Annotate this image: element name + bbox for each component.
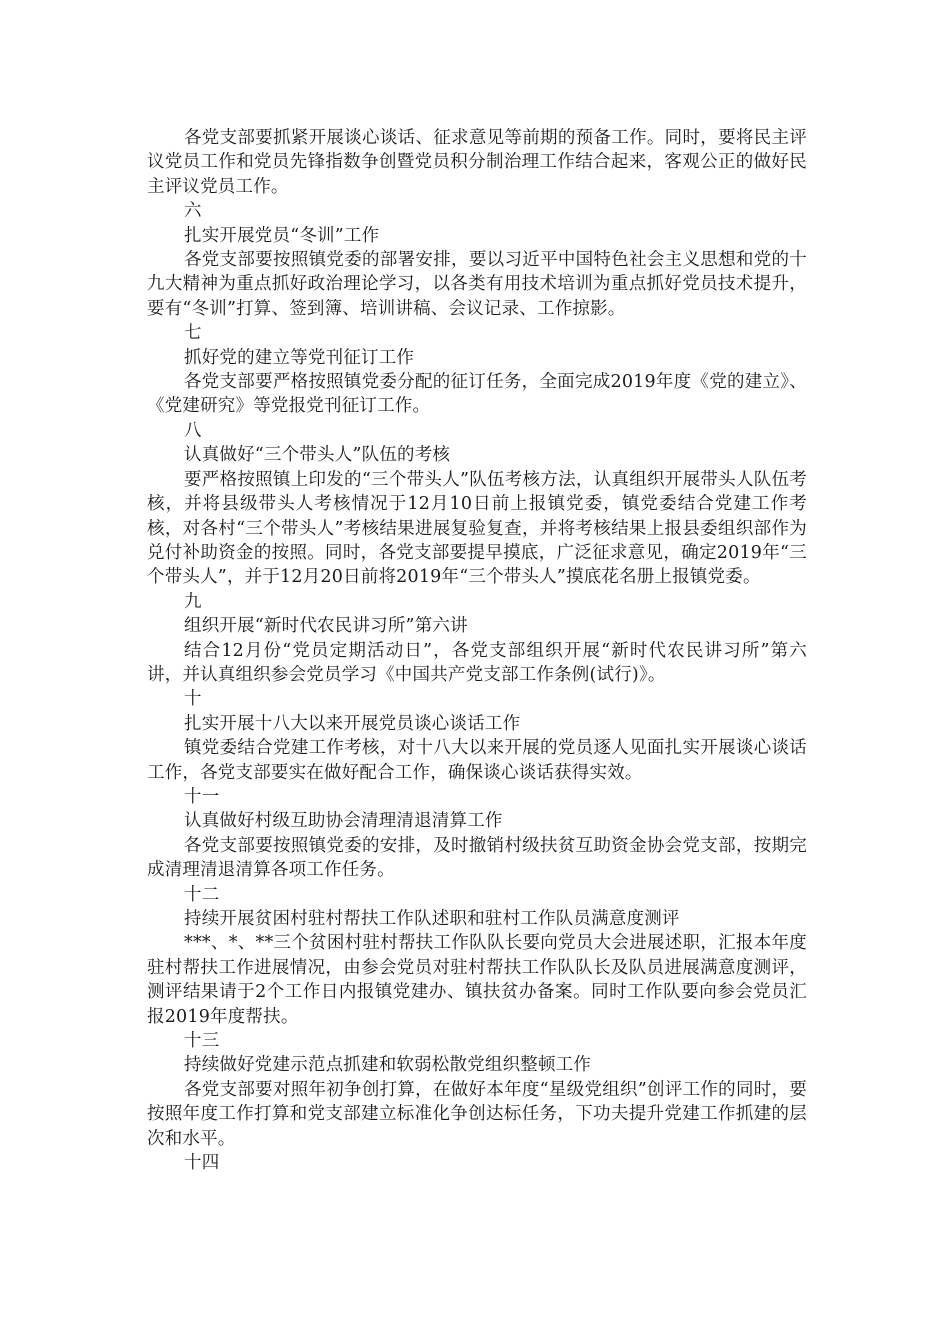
section-number: 十一 xyxy=(184,786,220,807)
document-body xyxy=(147,126,807,1175)
paragraph: 各党支部要按照镇党委的安排，及时撤销村级扶贫互助资金协会党支部，按期完成清理清退清算各项工作任务。 xyxy=(147,835,807,881)
section-number: 十三 xyxy=(184,1031,220,1052)
section-heading: 认真做好村级互助协会清理清退清算工作 xyxy=(184,811,503,832)
section-number: 七 xyxy=(184,323,202,344)
section-heading: 组织开展“新时代农民讲习所”第六讲 xyxy=(184,616,468,637)
paragraph: 各党支部要抓紧开展谈心谈话、征求意见等前期的预备工作。同时，要将民主评议党员工作和党员先锋指数争创暨党员积分制治理工作结合起来，客观公正的做好民主评议党员工作。 xyxy=(147,128,807,197)
section-heading: 认真做好“三个带头人”队伍的考核 xyxy=(184,445,451,466)
section-number: 十四 xyxy=(184,1153,220,1174)
section-heading: 扎实开展党员“冬训”工作 xyxy=(184,225,380,246)
paragraph: ***、*、**三个贫困村驻村帮扶工作队队长要向党员大会进展述职，汇报本年度驻村帮扶工作进展情况，由参会党员对驻村帮扶工作队队长及队员进展满意度测评，测评结果请于2个工作日内报镇党建办、镇扶贫办备案。同时工作队要向参会党员汇报2019年度帮扶。 xyxy=(147,933,807,1027)
section-number: 十二 xyxy=(184,884,220,905)
paragraph: 各党支部要按照镇党委的部署安排，要以习近平中国特色社会主义思想和党的十九大精神为重点抓好政治理论学习，以各类有用技术培训为重点抓好党员技术提升，要有“冬训”打算、签到簿、培训讲稿、会议记录、工作掠影。 xyxy=(147,250,807,319)
paragraph: 要严格按照镇上印发的“三个带头人”队伍考核方法，认真组织开展带头人队伍考核，并将县级带头人考核情况于12月10日前上报镇党委，镇党委结合党建工作考核，对各村“三个带头人”考核结果进展复验复查，并将考核结果上报县委组织部作为兑付补助资金的按照。同时，各党支部要提早摸底，广泛征求意见，确定2019年“三个带头人”，并于12月20日前将2019年“三个带头人”摸底花名册上报镇党委。 xyxy=(147,469,807,588)
paragraph: 镇党委结合党建工作考核，对十八大以来开展的党员逐人见面扎实开展谈心谈话工作，各党支部要实在做好配合工作，确保谈心谈话获得实效。 xyxy=(147,738,807,783)
section-number: 九 xyxy=(184,591,202,612)
paragraph: 各党支部要严格按照镇党委分配的征订任务，全面完成2019年度《党的建立》、《党建研究》等党报党刊征订工作。 xyxy=(147,372,807,417)
paragraph: 结合12月份“党员定期活动日”，各党支部组织开展“新时代农民讲习所”第六讲，并认真组织参会党员学习《中国共产党支部工作条例(试行)》。 xyxy=(147,640,807,685)
section-heading: 持续做好党建示范点抓建和软弱松散党组织整顿工作 xyxy=(184,1055,592,1076)
section-number: 八 xyxy=(184,420,202,441)
section-number: 六 xyxy=(184,201,202,222)
section-heading: 抓好党的建立等党刊征订工作 xyxy=(184,347,415,368)
paragraph: 各党支部要对照年初争创打算，在做好本年度“星级党组织”创评工作的同时，要按照年度工作打算和党支部建立标准化争创达标任务，下功夫提升党建工作抓建的层次和水平。 xyxy=(147,1079,807,1149)
section-number: 十 xyxy=(184,689,202,710)
section-heading: 扎实开展十八大以来开展党员谈心谈话工作 xyxy=(184,713,521,734)
section-heading: 持续开展贫困村驻村帮扶工作队述职和驻村工作队员满意度测评 xyxy=(184,909,680,929)
